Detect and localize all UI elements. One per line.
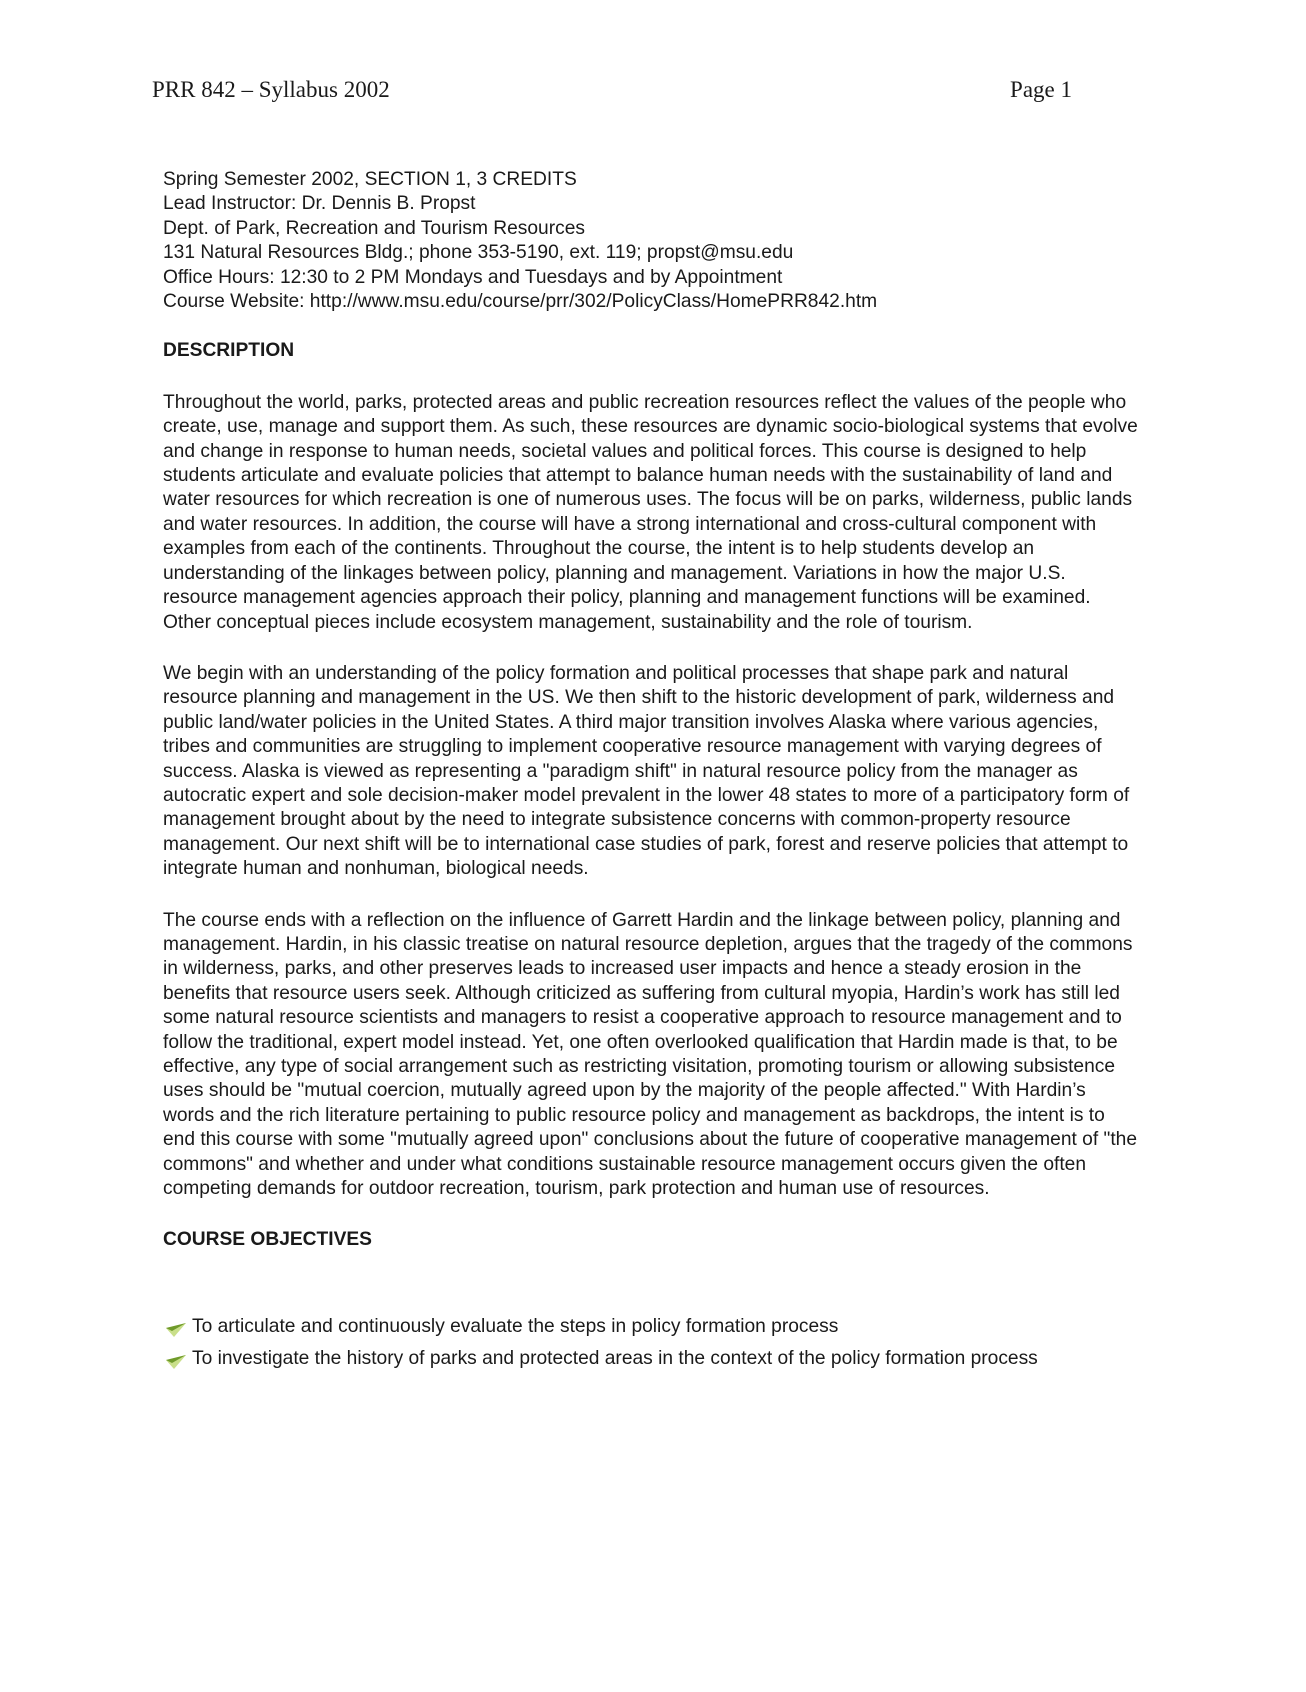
objective-item bbox=[163, 1347, 1143, 1371]
header-course-title: PRR 842 – Syllabus 2002 bbox=[152, 77, 390, 102]
header-page-number: Page 1 bbox=[1010, 77, 1072, 102]
green-arrow-bullet-icon bbox=[165, 1354, 187, 1370]
office-hours-line: Office Hours: 12:30 to 2 PM Mondays and Tuesdays and by Appointment bbox=[163, 266, 783, 288]
objectives-list bbox=[163, 1315, 1143, 1372]
green-arrow-bullet-icon bbox=[165, 1322, 187, 1338]
description-heading: DESCRIPTION bbox=[163, 340, 295, 362]
department-line: Dept. of Park, Recreation and Tourism Resources bbox=[163, 217, 585, 239]
description-paragraph-1: Throughout the world, parks, protected areas and public recreation resources reflect the values of the people who create, use, manage and support them. As such, these resources are dynamic socio-biological systems that evolve and change in response to human needs, societal values and political forces. This course is designed to help students articulate and evaluate policies that attempt to balance human needs with the sustainability of land and water resources for which recreation is one of numerous uses. The focus will be on parks, wilderness, public lands and water resources. In addition, the course will have a strong international and cross-cultural component with examples from each of the continents. Throughout the course, the intent is to help students develop an understanding of the linkages between policy, planning and management. Variations in how the major U.S. resource management agencies approach their policy, planning and management functions will be examined. Other conceptual pieces include ecosystem management, sustainability and the role of tourism. bbox=[163, 391, 1138, 633]
description-paragraph-3: The course ends with a reflection on the influence of Garrett Hardin and the linkage between policy, planning and management. Hardin, in his classic treatise on natural resource depletion, argues that the tragedy of the commons in wilderness, parks, and other preserves leads to increased user impacts and hence a steady erosion in the benefits that resource users seek. Although criticized as suffering from cultural myopia, Hardin’s work has still led some natural resource scientists and managers to resist a cooperative approach to resource management and to follow the traditional, expert model instead. Yet, one often overlooked qualification that Hardin made is that, to be effective, any type of social arrangement such as restricting visitation, promoting tourism or allowing subsistence uses should be "mutual coercion, mutually agreed upon by the majority of the people affected." With Hardin’s words and the rich literature pertaining to public resource policy and management as backdrops, the intent is to end this course with some "mutually agreed upon" conclusions about the future of cooperative management of "the commons" and whether and under what conditions sustainable resource management occurs given the often competing demands for outdoor recreation, tourism, park protection and human use of resources. bbox=[163, 909, 1137, 1200]
course-info-block bbox=[163, 168, 1143, 314]
description-paragraph-2: We begin with an understanding of the policy formation and political processes that shape park and natural resource planning and management in the US. We then shift to the historic development of park, wilderness and public land/water policies in the United States. A third major transition involves Alaska where various agencies, tribes and communities are struggling to implement cooperative resource management with varying degrees of success. Alaska is viewed as representing a "paradigm shift" in natural resource policy from the manager as autocratic expert and sole decision-maker model prevalent in the lower 48 states to more of a participatory form of management brought about by the need to integrate subsistence concerns with common-property resource management. Our next shift will be to international case studies of park, forest and reserve policies that attempt to integrate human and nonhuman, biological needs. bbox=[163, 662, 1130, 880]
instructor-line: Lead Instructor: Dr. Dennis B. Propst bbox=[163, 193, 476, 215]
objective-text: To investigate the history of parks and protected areas in the context of the policy formation process bbox=[192, 1348, 1038, 1370]
objective-item bbox=[163, 1315, 1143, 1339]
semester-line: Spring Semester 2002, SECTION 1, 3 CREDITS bbox=[163, 169, 577, 190]
objective-text: To articulate and continuously evaluate the steps in policy formation process bbox=[192, 1315, 839, 1337]
website-line: Course Website: http://www.msu.edu/course/prr/302/PolicyClass/HomePRR842.htm bbox=[163, 291, 878, 313]
syllabus-content bbox=[163, 168, 1143, 1380]
contact-line: 131 Natural Resources Bldg.; phone 353-5190, ext. 119; propst@msu.edu bbox=[163, 242, 794, 264]
objectives-heading: COURSE OBJECTIVES bbox=[163, 1229, 372, 1251]
